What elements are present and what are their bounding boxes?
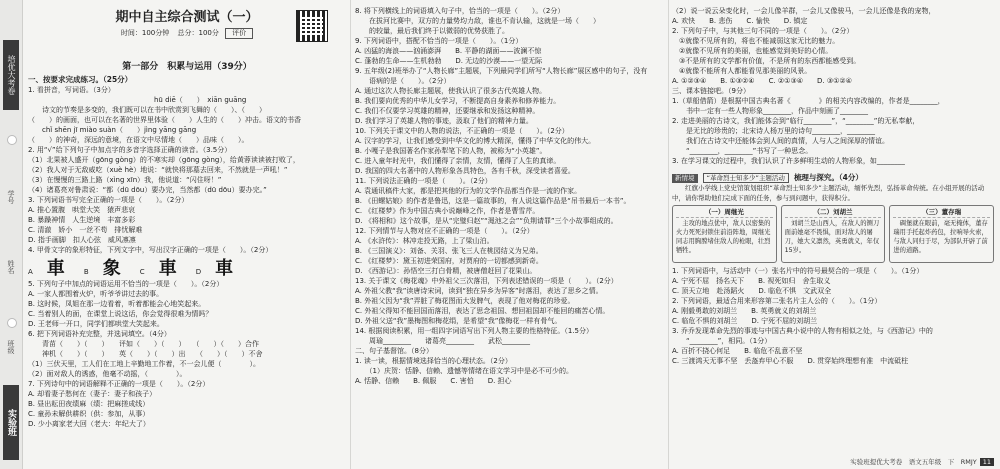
pic-label: D	[195, 268, 202, 276]
question-line: A. 一家人都围着火炉，听爷爷讲过去的事。	[28, 290, 164, 298]
question-line: A. 却看妻子愁何在（妻子：妻子和孩子）	[28, 390, 157, 398]
question-line: B. 暴躁神情 人生逆境 丰富多彩	[28, 216, 136, 224]
hero-card	[889, 205, 994, 263]
pic-label: A	[28, 268, 33, 276]
new-context-tag: 新情境	[672, 174, 698, 183]
question-line: 3. 在学习课文的过程中，我们认识了许多鲜明生动的人物形象，如________	[672, 157, 905, 165]
pic-label: C	[139, 268, 145, 276]
question-line: A. 刚毅勇敢的刘胡兰 B. 英勇就义的刘胡兰	[672, 307, 817, 315]
column-left	[28, 0, 346, 469]
question-line: 8. 将下列横线上的词语填入句子中，恰当的一项是（ ）。（2分）	[355, 7, 565, 15]
question-line: （2）我人对于无敌威吃（xuè hè）地说：“就快将那墓去回来，不然就是一声吼！”	[28, 166, 288, 174]
question-line: 诗文的节奏是多变的，我们既可以在书中欣赏到飞舞的（ ）、（ ）	[28, 106, 266, 114]
question-line: 6. 把下列词语补充完整，并选词填空。（4分）	[28, 330, 171, 338]
question-line: （1）庆贺：恬静、信赖、遗憾等情绪在语文学习中是必不可少的。	[355, 367, 573, 375]
question-line: 11. 下列说法正确的一项是（ ）。（2分）	[355, 177, 492, 185]
question-line: A. 凶猛的海浪——汹涌澎湃 B. 平静的湖面——波澜不惊	[355, 47, 542, 55]
question-line: 7. 下列诗句中的词语解释不正确的一项是（ ）。（2分）	[28, 380, 210, 388]
strip-label-class: 班级	[7, 340, 15, 354]
card-title: （二）刘胡兰	[785, 208, 882, 218]
page-footer	[850, 457, 994, 466]
page-title: 期中自主综合测试（一）	[115, 10, 259, 25]
question-line: B. 这时候，凤姐在那一边看着，听着都能会心地笑起来。	[28, 300, 206, 308]
question-line: B. 我们要向优秀的中华儿女学习，不断提高自身素养和修养能力。	[355, 97, 561, 105]
question-line: D. 我国的四大名著中的人物形象各具特色，各有千秋，深受读者喜爱。	[355, 167, 575, 175]
question-list	[672, 6, 994, 166]
question-line: 2. 下列句子中，与其他三句不同的一项是（ ）。（2分）	[672, 27, 854, 35]
card-body: 碉堡就在眼前，毫无掩体，董存瑞用手托起炸药包，拉响导火索，与敌人同归于尽，为部队开辟了前进的道路。	[893, 220, 988, 254]
question-line: D. 少小离家老大回（老大：年纪大了）	[28, 420, 150, 428]
question-line: （ ）的神奇，深远的意境，在语文中尽情地（ ）品味（ ）。	[28, 136, 249, 144]
question-line: （4）诸葛亮对鲁肃说：“都（dū dōu）要办完，当然都（dū dōu）要办完。”	[28, 186, 267, 194]
question-line: B. 昼出耘田夜绩麻（绩：把麻搓成线）	[28, 400, 150, 408]
qr-code-icon	[296, 10, 328, 42]
brand-label-bottom: 实验班	[3, 385, 19, 460]
question-line: D. 我们学习了英雄人物的事迹，汲取了他们的精神力量。	[355, 117, 533, 125]
footer-text: 实验班提优大考卷 语文五年级 下 RMJY	[850, 458, 977, 466]
pictograph: 車	[46, 258, 65, 279]
question-line: （1）三伏天里，工人们在工地上辛勤地工作着，不一会儿便（ ）。	[28, 360, 260, 368]
question-line: 的较量，最后我们终于以微弱的优势获胜了。	[355, 27, 509, 35]
question-line: C. 外祖父得知不能回国而落泪，表达了思念祖国、想回祖国却不能回的痛苦心情。	[355, 307, 610, 315]
question-line: 1.（草船借箭）是根据中国古典名著《 》的相关内容改编的，作者是________，	[672, 97, 945, 105]
question-line: 12. 下列情节与人物对应不正确的一项是（ ）。（2分）	[355, 227, 534, 235]
question-line: A. 推心置腹 哄堂大笑 猿声悲哀	[28, 206, 136, 214]
question-list	[28, 85, 346, 255]
question-line: A. 汉字的学习，让我们感受到中华文化的博大精深，懂得了中华文化的伟大。	[355, 137, 596, 145]
question-line: A. 欢快 B. 悲伤 C. 愉快 D. 镇定	[672, 17, 808, 25]
question-line: B. 外祖父因为“我”弄脏了梅花图而大发脾气，表现了他对梅花的珍爱。	[355, 297, 575, 305]
question-line: 我们在古诗文中还能体会到人间的真情，人与人之间深厚的情谊。	[672, 137, 889, 145]
question-line: ③不是所有的文学都有价值，不是所有的东西都能感受到。	[672, 57, 861, 65]
question-line: 13. 关于课文《梅花魂》中外祖父三次落泪，下列表述错误的一项是（ ）。（2分）	[355, 277, 618, 285]
question-line: 是无比的珍贵的；北宋诗人杨万里的诗句________，________	[672, 127, 875, 135]
column-right	[672, 0, 994, 469]
question-line: 4. 甲骨文字的象形特征，下列文字中，写出汉字正确的一项是（ ）。（2分）	[28, 246, 273, 254]
column-middle	[355, 0, 665, 469]
question-line: 2. 下列词语，最适合用来形容第二张名片主人公的（ ）。（1分）	[672, 297, 882, 305]
question-line: 10. 下列关于课文中的人物的说法，不正确的一项是（ ）。（2分）	[355, 127, 569, 135]
pictograph-row	[28, 255, 346, 279]
question-line: A. ①②③④ B. ①③②④ C. ②①③④ D. ③①②④	[672, 77, 852, 85]
question-line: （2）面对敌人的诱惑，他毫不动摇，（ ）。	[28, 370, 187, 378]
question-line: A. 宁死不屈 扬名天下 B. 视死如归 舍生取义	[672, 277, 831, 285]
question-line: C. 当着别人的面，在课堂上说这话，你会觉得很难为情吗？	[28, 310, 213, 318]
question-line: 周瑜________ 诸葛亮________ 武松________	[355, 337, 530, 345]
binding-hole	[7, 318, 17, 328]
part-heading: 第一部分 积累与运用（39分）	[122, 62, 252, 72]
question-line: D. 《西游记》：孙悟空三打白骨精，被唐僧赶回了花果山。	[355, 267, 537, 275]
question-line: C. 我们不仅要学习英雄的精神，还要继承和发扬这种精神。	[355, 107, 540, 115]
question-line: 语病的是（ ）。（2分）	[355, 77, 451, 85]
question-line: 2. 走进美丽的古诗文，我们能体会到“临行________”，“________”的无私奉献，	[672, 117, 920, 125]
question-line: “________”，相同。（1分）	[672, 337, 772, 345]
fold-line	[668, 0, 669, 469]
question-line: C. 三渡鸿天无事不坚 丢盔弃甲心不服 D. 贯穿始终理想有准 中流砥柱	[672, 357, 909, 365]
card-title: （三）董存瑞	[893, 208, 990, 218]
question-line: A. 百折不挠心何足 B. 临危不乱意不坚	[672, 347, 803, 355]
question-line: A. 外祖父教“我”读唐诗宋词，读到“独在异乡为异客”时落泪，表达了思乡之情。	[355, 287, 603, 295]
strip-label-name: 姓名	[7, 260, 15, 274]
pictograph: 象	[102, 258, 121, 279]
question-line: hū diē（ ） xiān guāng	[28, 96, 247, 104]
question-line: C. 临危不惧的刘胡兰 D. 宁死不屈的刘胡兰	[672, 317, 818, 325]
section-title: 梳理与探究。（4分）	[793, 173, 863, 182]
hero-card	[781, 205, 886, 263]
question-line: C. 清澈 娇小 一丝不苟 排忧解难	[28, 226, 143, 234]
question-list	[355, 6, 665, 386]
question-line: D. 《将相和》这个故事，是从“完璧归赵”“渑池之会”“负荆请罪”三个小故事组成的。	[355, 217, 618, 225]
total-score: 总分：100分	[177, 29, 219, 37]
activity-intro: 红旗小学线上党史馆策划组织“革命烈士知多少”主题活动，缅怀先烈，弘扬革命传统。在小组开展的活动中，请你帮助他们完成下面的任务，参与到问题中，获得积分。	[672, 184, 985, 202]
strip-label-number: 学号	[7, 190, 15, 204]
time-limit: 时间：100分钟	[120, 29, 170, 37]
question-line: 二、句子基督馆。（8分）	[355, 347, 433, 355]
pictograph: 車	[215, 258, 234, 279]
question-line: 14. 根据阅读积累，用一组四字词语写出下列人物主要的性格特征。（1.5分）	[355, 327, 593, 335]
question-line: 3. 下列词语书写完全正确的一项是（ ）。（2分）	[28, 196, 189, 204]
question-line: 三、课本链接吧。（9分）	[672, 87, 750, 95]
activity-tag: “革命烈士知多少”主题活动	[703, 173, 789, 183]
question-line: C. 蓬勃的生命——生机勃勃 D. 无边的沙漠——一望无际	[355, 57, 543, 65]
question-line: 9. 下列词语中，搭配不恰当的一项是（ ）。（1分）	[355, 37, 523, 45]
question-line: 3. 乔乔发现革命先烈的事迹与中国古典小说中的人物有相似之处，与《西游记》中的	[672, 327, 933, 335]
question-list	[28, 279, 346, 429]
page-number: 11	[980, 458, 994, 466]
question-line: C. 《红楼梦》作为中国古典小说巅峰之作，作者是曹雪芹。	[355, 207, 540, 215]
question-line: C. 《红楼梦》：黛玉初进荣国府，对贾府的一切都感到新奇。	[355, 257, 543, 265]
question-line: C. 进入童年时光中，我们懂得了亲情，友情，懂得了人生的真谛。	[355, 157, 561, 165]
card-body: 主攻的地点优中，敌人以密集的火力死死封锁住前沿阵地，周继光同志用胸膛堵住敌人的枪眼，壮烈牺牲。	[676, 220, 771, 254]
question-line: B. 《三国演义》：刘备、关羽、张飞三人在桃园结义为兄弟。	[355, 247, 543, 255]
question-line: “________，________”书写了一种思念。	[672, 147, 813, 155]
question-line: 1. 下列词语中，与活动中（一）张名片中的符号最契合的一项是（ ）。（1分）	[672, 267, 924, 275]
question-line: B. 小嘎子是我国著名作家孙犁笔下的人物，被称为“小英雄”。	[355, 147, 547, 155]
question-line: 神机（ ）（ ） 英（ ）（ ）出 （ ）（ ）不舍	[28, 350, 263, 358]
question-list	[672, 266, 994, 366]
fold-line	[350, 0, 351, 469]
question-line: D. 指手画脚 扣人心弦 威风凛凛	[28, 236, 136, 244]
question-line: ②就像不见所有的美丽，也能感觉到美好的心情。	[672, 47, 833, 55]
question-line: ①就像不见所有的，将也不能减弱这家无比的魅力。	[672, 37, 840, 45]
question-line: 9. 五年级(2)班举办了“人物长廊”主题展，下列最同学们所写“人物长廊”展区感中的句子，没有	[355, 67, 648, 75]
question-line: 5. 下列句子中加点的词语运用不恰当的一项是（ ）。（2分）	[28, 280, 224, 288]
question-line: A. 袁通讯稿件大家，都是把其他的行为的文学作品都当作是一流的作家。	[355, 187, 582, 195]
question-line: A. 《水浒传》：林冲走投无路，上了梁山泊。	[355, 237, 494, 245]
hero-card	[672, 205, 777, 263]
question-line: C. 童孙未解供耕织（供：参加，从事）	[28, 410, 150, 418]
pic-label: B	[83, 268, 89, 276]
section-heading: 一、按要求完成练习。（25分）	[28, 75, 133, 84]
question-line: 2. 用“√”给下列句子中加点字的多音字选择正确的读音。（3.5分）	[28, 146, 232, 154]
question-line: chǐ shēn jī miào suàn（ ）jìng yāng gāng	[28, 126, 197, 134]
evaluation-box: 评价	[225, 28, 253, 39]
question-line: ④就像不能所有人都能看见那美丽的风景。	[672, 67, 812, 75]
question-line: D. 外祖父送“我”墨梅图和梅花绢，是希望“我”像梅花一样有骨气。	[355, 317, 562, 325]
card-body: 刘胡兰是山西人，在敌人的铡刀面前她毫不畏惧，面对敌人的屠刀，她大义凛然，英勇就义，年仅15岁。	[784, 220, 880, 254]
question-line: C. 顶天立地 赴汤蹈火 D. 临危不惧 文武双全	[672, 287, 832, 295]
question-line: 1. 读一读，根据情境选择恰当的心理状态。（2分）	[355, 357, 512, 365]
question-line: 在拔河比赛中，双方的力量势均力敌，谁也不肯认输，这就是一场（ ）	[355, 17, 600, 25]
question-line: （ ）的画面，也可以在名著的世界里体验（ ）人生的（ ）冲击。语文的书香	[28, 116, 301, 124]
binding-strip	[0, 0, 23, 469]
binding-hole	[7, 135, 17, 145]
hero-cards	[672, 205, 994, 263]
question-line: B. 《田螺姑娘》的作者是鲁迅，这是一篇故事的，有人说这篇作品是“吊书最后一本书”。	[355, 197, 631, 205]
question-line: 青苗（ ）（ ） 评如（ ）（ ） （ ）（ ）合作	[28, 340, 259, 348]
brand-label-top: 培优大考卷	[3, 40, 19, 110]
question-line: 1. 看拼音，写词语。（3分）	[28, 86, 115, 94]
question-line: A. 恬静、信赖 B. 佩服 C. 害怕 D. 担心	[355, 377, 512, 385]
pictograph: 車	[158, 258, 177, 279]
question-line: （1）北果被人盛开（gōng gòng）的不寒实却（gōng gòng），给黄蓉读读被打败了，	[28, 156, 300, 164]
question-line: （2）说一说云朵变化时，一会儿像羊群，一会儿又像骏马，一会儿还像是我的宠物，	[672, 7, 936, 15]
question-line: 书中一定有一些人物形象________，作品中刻画了________	[672, 107, 868, 115]
question-line: （3）在慢慢的三路上路（xìng xīn）我，他说道：“闪住呀！”	[28, 176, 222, 184]
card-title: （一）周继光	[676, 208, 773, 218]
question-line: D. 王老师一开口，同学们都哄堂大笑起来。	[28, 320, 164, 328]
section-4-heading	[672, 169, 994, 183]
question-line: A. 通过这次人物长廊主题展，使我认识了很多古代英雄人物。	[355, 87, 547, 95]
